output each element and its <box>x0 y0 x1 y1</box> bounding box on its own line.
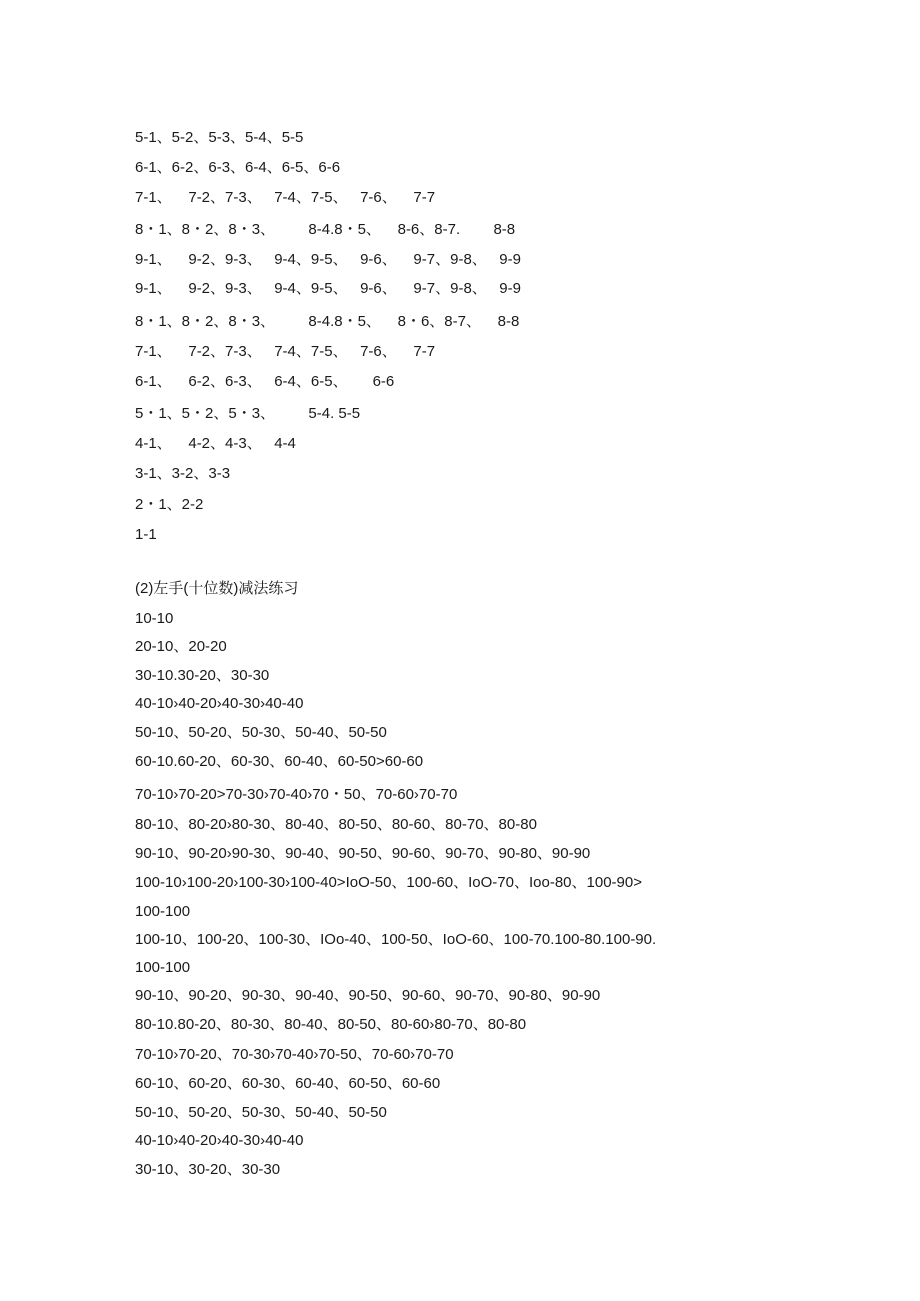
text-line: 50-10、50-20、50-30、50-40、50-50 <box>135 724 387 741</box>
text-line: 10-10 <box>135 610 174 627</box>
text-line: 9-1、 9-2、9-3、 9-4、9-5、 9-6、 9-7、9-8、 9-9 <box>135 280 521 297</box>
text-line: 6-1、 6-2、6-3、 6-4、6-5、 6-6 <box>135 373 395 390</box>
text-line: 90-10、90-20、90-30、90-40、90-50、90-60、90-70、90-80、90-90 <box>135 987 601 1004</box>
text-line: 100-100 <box>135 903 191 920</box>
text-line: 60-10、60-20、60-30、60-40、60-50、60-60 <box>135 1075 441 1092</box>
text-line: 4-1、 4-2、4-3、 4-4 <box>135 435 296 452</box>
text-line: 80-10.80-20、80-30、80-40、80-50、80-60›80-70、80-80 <box>135 1016 527 1033</box>
text-line: 3-1、3-2、3-3 <box>135 465 231 482</box>
text-line: 70-10›70-20、70-30›70-40›70-50、70-60›70-70 <box>135 1046 454 1063</box>
text-line: 2・1、2-2 <box>135 496 204 513</box>
text-line: 8・1、8・2、8・3、 8-4.8・5、 8・6、8-7、 8-8 <box>135 313 520 330</box>
text-line: 7-1、 7-2、7-3、 7-4、7-5、 7-6、 7-7 <box>135 189 436 206</box>
text-line: 40-10›40-20›40-30›40-40 <box>135 1132 304 1149</box>
text-line: 5・1、5・2、5・3、 5-4. 5-5 <box>135 405 361 422</box>
text-line: 20-10、20-20 <box>135 638 227 655</box>
text-line: 70-10›70-20>70-30›70-40›70・50、70-60›70-70 <box>135 786 458 803</box>
text-line: 90-10、90-20›90-30、90-40、90-50、90-60、90-70、90-80、90-90 <box>135 845 591 862</box>
text-line: 1-1 <box>135 526 157 543</box>
text-line: 8・1、8・2、8・3、 8-4.8・5、 8-6、8-7. 8-8 <box>135 221 516 238</box>
text-line: 9-1、 9-2、9-3、 9-4、9-5、 9-6、 9-7、9-8、 9-9 <box>135 251 521 268</box>
text-line: 30-10.30-20、30-30 <box>135 667 270 684</box>
text-line: 100-100 <box>135 959 191 976</box>
text-line: 100-10›100-20›100-30›100-40>IoO-50、100-60、IoO-70、Ioo-80、100-90> <box>135 874 642 891</box>
text-line: 60-10.60-20、60-30、60-40、60-50>60-60 <box>135 753 424 770</box>
text-line: 30-10、30-20、30-30 <box>135 1161 281 1178</box>
text-line: 7-1、 7-2、7-3、 7-4、7-5、 7-6、 7-7 <box>135 343 436 360</box>
text-line: 50-10、50-20、50-30、50-40、50-50 <box>135 1104 387 1121</box>
text-line: 40-10›40-20›40-30›40-40 <box>135 695 304 712</box>
text-line: 80-10、80-20›80-30、80-40、80-50、80-60、80-70、80-80 <box>135 816 537 833</box>
text-line: 6-1、6-2、6-3、6-4、6-5、6-6 <box>135 159 341 176</box>
text-line: 100-10、100-20、100-30、IOo-40、100-50、IoO-60、100-70.100-80.100-90. <box>135 931 657 948</box>
section-heading: (2)左手(十位数)减法练习 <box>135 580 299 597</box>
text-line: 5-1、5-2、5-3、5-4、5-5 <box>135 129 304 146</box>
